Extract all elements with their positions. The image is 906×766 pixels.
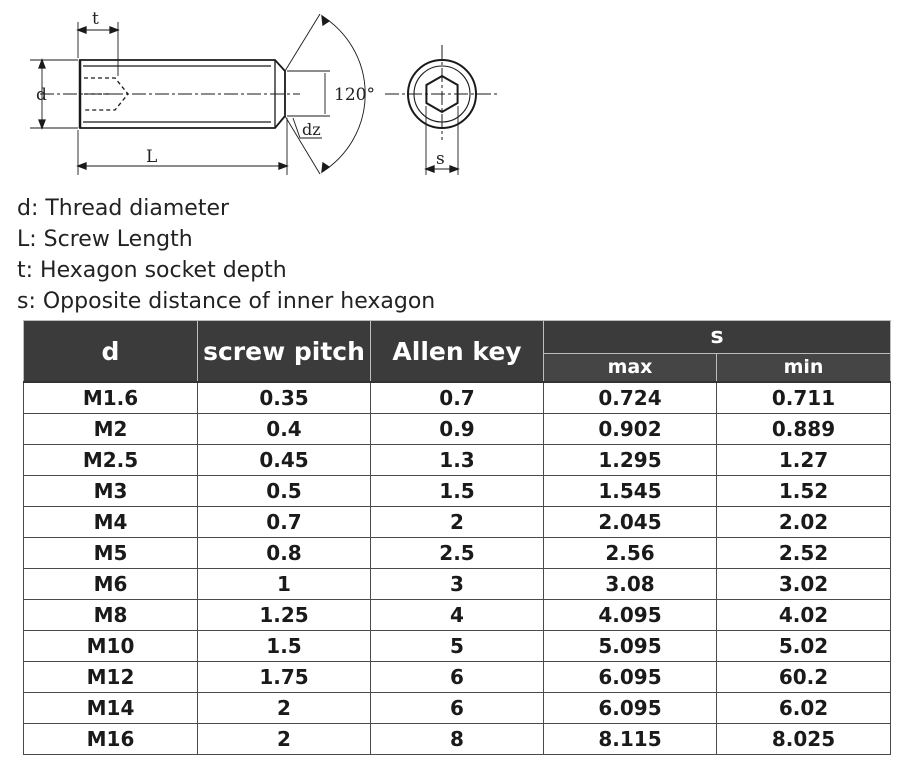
cell-s-max: 8.115: [544, 724, 717, 755]
cell-s-min: 2.52: [717, 538, 891, 569]
cell-screw-pitch: 0.45: [198, 445, 371, 476]
cell-d: M2.5: [24, 445, 198, 476]
cell-allen-key: 2.5: [371, 538, 544, 569]
cell-d: M16: [24, 724, 198, 755]
label-l: L: [146, 147, 158, 167]
cell-s-max: 1.295: [544, 445, 717, 476]
cell-s-min: 60.2: [717, 662, 891, 693]
cell-s-max: 2.045: [544, 507, 717, 538]
cell-s-min: 0.711: [717, 382, 891, 414]
cell-s-min: 1.27: [717, 445, 891, 476]
header-s-max: max: [544, 353, 717, 382]
cell-d: M12: [24, 662, 198, 693]
table-row: [24, 600, 891, 631]
table-row: [24, 569, 891, 600]
cell-s-max: 2.56: [544, 538, 717, 569]
label-angle: 120°: [334, 85, 375, 105]
cell-allen-key: 1.5: [371, 476, 544, 507]
cell-d: M2: [24, 414, 198, 445]
cell-screw-pitch: 0.5: [198, 476, 371, 507]
l-arrow-left: [78, 163, 86, 169]
legend-item-s: s: Opposite distance of inner hexagon: [17, 289, 436, 314]
cell-s-min: 6.02: [717, 693, 891, 724]
legend-list: [17, 193, 435, 317]
table-row: [24, 538, 891, 569]
cell-allen-key: 0.9: [371, 414, 544, 445]
cell-s-min: 8.025: [717, 724, 891, 755]
header-s: s: [544, 321, 891, 354]
cell-screw-pitch: 1.5: [198, 631, 371, 662]
s-arrow-left: [426, 166, 434, 172]
cell-s-min: 4.02: [717, 600, 891, 631]
cell-s-min: 5.02: [717, 631, 891, 662]
cell-allen-key: 6: [371, 693, 544, 724]
cell-allen-key: 8: [371, 724, 544, 755]
cell-d: M8: [24, 600, 198, 631]
label-d: d: [36, 85, 47, 105]
table-row: [24, 662, 891, 693]
label-t: t: [92, 9, 99, 29]
cell-allen-key: 3: [371, 569, 544, 600]
cell-s-max: 0.724: [544, 382, 717, 414]
table-row: [24, 476, 891, 507]
cell-s-max: 5.095: [544, 631, 717, 662]
t-arrow-right: [110, 27, 118, 33]
cell-s-max: 6.095: [544, 693, 717, 724]
cell-s-min: 1.52: [717, 476, 891, 507]
spec-table: [23, 320, 891, 755]
cell-s-max: 6.095: [544, 662, 717, 693]
table-row: [24, 382, 891, 414]
cell-s-max: 0.902: [544, 414, 717, 445]
cell-screw-pitch: 2: [198, 693, 371, 724]
table-row: [24, 445, 891, 476]
cell-s-min: 2.02: [717, 507, 891, 538]
label-dz: dz: [302, 120, 321, 139]
cell-allen-key: 2: [371, 507, 544, 538]
cell-screw-pitch: 1: [198, 569, 371, 600]
cell-screw-pitch: 0.4: [198, 414, 371, 445]
cell-screw-pitch: 1.25: [198, 600, 371, 631]
l-arrow-right: [279, 163, 287, 169]
label-s: s: [436, 149, 445, 169]
cell-s-min: 0.889: [717, 414, 891, 445]
legend-item-d: d: Thread diameter: [17, 196, 230, 221]
cell-d: M5: [24, 538, 198, 569]
cell-d: M14: [24, 693, 198, 724]
cell-allen-key: 5: [371, 631, 544, 662]
cell-screw-pitch: 1.75: [198, 662, 371, 693]
angle-arrow-bottom: [322, 163, 329, 172]
table-row: [24, 631, 891, 662]
cell-screw-pitch: 2: [198, 724, 371, 755]
cell-s-max: 1.545: [544, 476, 717, 507]
cell-d: M4: [24, 507, 198, 538]
set-screw-drawing: [0, 0, 906, 190]
header-screw-pitch: screw pitch: [198, 321, 371, 383]
header-allen-key: Allen key: [371, 321, 544, 383]
cell-s-max: 3.08: [544, 569, 717, 600]
legend-item-l: L: Screw Length: [17, 227, 193, 252]
header-s-min: min: [717, 353, 891, 382]
angle-arrow-top: [322, 16, 329, 25]
table-row: [24, 414, 891, 445]
cell-allen-key: 1.3: [371, 445, 544, 476]
table-row: [24, 507, 891, 538]
angle-line-top: [285, 14, 320, 71]
t-arrow-left: [78, 27, 86, 33]
table-row: [24, 693, 891, 724]
legend-item-t: t: Hexagon socket depth: [17, 258, 287, 283]
cell-s-min: 3.02: [717, 569, 891, 600]
cell-allen-key: 4: [371, 600, 544, 631]
cell-s-max: 4.095: [544, 600, 717, 631]
table-row: [24, 724, 891, 755]
table-body: [24, 382, 891, 755]
cell-screw-pitch: 0.35: [198, 382, 371, 414]
cell-allen-key: 6: [371, 662, 544, 693]
s-arrow-right: [450, 166, 458, 172]
cell-screw-pitch: 0.8: [198, 538, 371, 569]
d-arrow-top: [39, 60, 45, 68]
cell-d: M1.6: [24, 382, 198, 414]
cell-d: M3: [24, 476, 198, 507]
header-d: d: [24, 321, 198, 383]
cell-screw-pitch: 0.7: [198, 507, 371, 538]
d-arrow-bottom: [39, 120, 45, 128]
cell-d: M6: [24, 569, 198, 600]
cell-allen-key: 0.7: [371, 382, 544, 414]
cell-d: M10: [24, 631, 198, 662]
